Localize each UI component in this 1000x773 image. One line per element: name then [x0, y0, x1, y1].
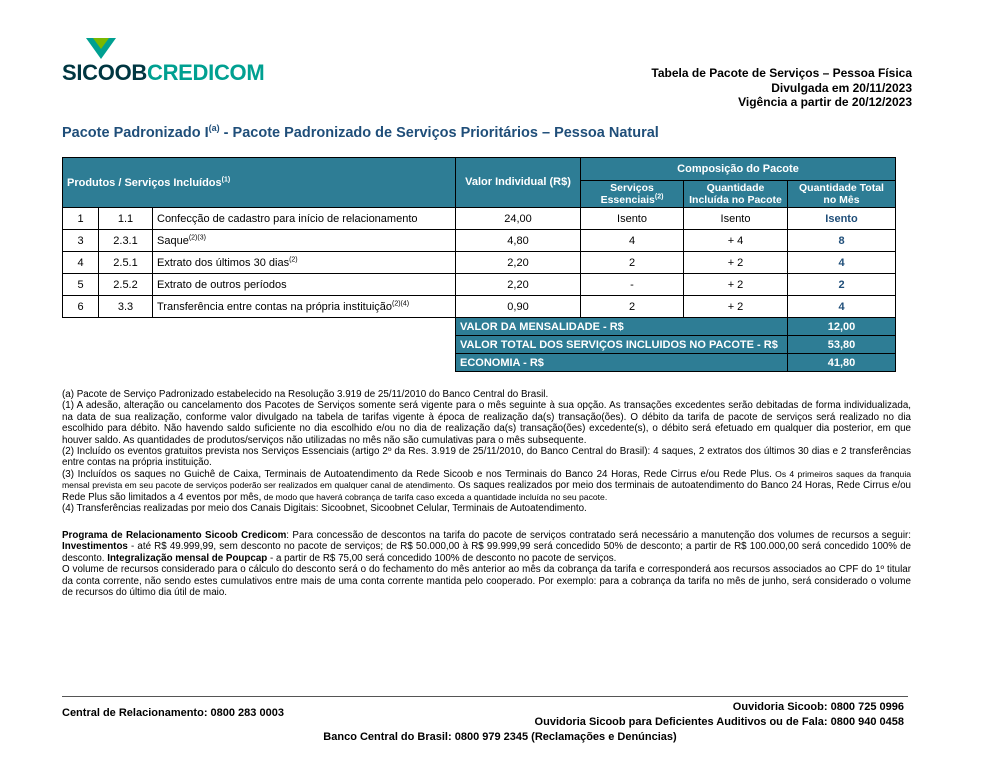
summary-label: VALOR TOTAL DOS SERVIÇOS INCLUIDOS NO PACOTE - R$ [456, 336, 788, 354]
footnote-1: (1) A adesão, alteração ou cancelamento dos Pacotes de Serviços somente será vigente para o mês seguinte à sua opção. As transações excedentes serão debitadas de forma individualizada, na data de sua realização, conforme valor divulgado na tabela de tarifas vigente à época de realização da(s) transação(ões). O débito da tarifa de pacote de serviços será realizado no dia escolhido para débito. Não havendo saldo suficiente no dia escolhido e/ou no dia de realização da(s) transação(ões) excedente(s), o débito será efetuado em qualquer dia posterior, em que houver saldo. As quantidades de produtos/serviços não utilizadas no mês não são cumulativas para o mês subsequente. [62, 400, 911, 446]
header-published-date: Divulgada em 20/11/2023 [771, 80, 912, 95]
footnote-4: (4) Transferências realizadas por meio dos Canais Digitais: Sicoobnet, Sicoobnet Celular, Terminais de Autoatendimento. [62, 503, 587, 515]
package-table [62, 157, 896, 372]
row-quantidade: Isento [684, 208, 788, 230]
footnote-3: (3) Incluídos os saques no Guichê de Caixa, Terminais de Autoatendimento da Rede Sicoob e nos Terminais do Banco 24 Horas, Rede Cirrus e/ou Rede Plus. Os 4 primeiros saques da franquia mensal prevista em seu pacote de serviços poderão ser realizados em qualquer canal de atendimento. Os saques realizados por meio dos terminais de autoatendimento do Banco 24 Horas, Rede Cirrus e/ou Rede Plus são limitados a 4 eventos por mês, de modo que haverá cobrança de tarifa caso exceda a quantidade incluída no seu pacote. [62, 468, 912, 503]
summary-value: 41,80 [788, 354, 896, 372]
footnote-2: (2) Incluído os eventos gratuitos prevista nos Serviços Essenciais (artigo 2º da Res. 3.919 de 25/11/2010, do Banco Central do Brasil): 4 saques, 2 extratos dos últimos 30 dias e 2 transferências entre contas na própria instituição. [62, 446, 911, 469]
row-total: 4 [788, 252, 896, 274]
row-valor: 2,20 [456, 274, 581, 296]
header-total: Quantidade Total no Mês [788, 181, 896, 208]
header-essenciais: Serviços Essenciais$^{(2)}$ [581, 181, 684, 208]
ouvidoria-contacts [535, 700, 904, 730]
row-total: Isento [788, 208, 896, 230]
row-quantidade: + 2 [684, 274, 788, 296]
row-code: 2.5.2 [99, 274, 153, 296]
table-row [63, 274, 896, 296]
header-title: Tabela de Pacote de Serviços – Pessoa Física [651, 66, 912, 80]
row-valor: 4,80 [456, 230, 581, 252]
relationship-program [62, 530, 911, 598]
summary-label: VALOR DA MENSALIDADE - R$ [456, 318, 788, 336]
summary-row-total [63, 336, 896, 354]
row-quantidade: + 2 [684, 296, 788, 318]
row-code: 1.1 [99, 208, 153, 230]
sicoob-logo [62, 38, 265, 88]
row-total: 4 [788, 296, 896, 318]
row-service: Extrato de outros períodos [153, 274, 456, 296]
row-total: 8 [788, 230, 896, 252]
row-number: 4 [63, 252, 99, 274]
header-products: Produtos / Serviços Incluídos$^{(1)}$ [63, 158, 456, 208]
logo-wordmark: SICOOBCREDICOM [62, 60, 265, 85]
summary-value: 53,80 [788, 336, 896, 354]
program-paragraph: Programa de Relacionamento Sicoob Credicom: Para concessão de descontos na tarifa do pacote de serviços contratado será necessário a manutenção dos volumes de recursos a seguir: Investimentos - até R$ 49.999,99, sem desconto no pacote de serviços; de R$ 50.000,00 à R$ 99.999,99 será concedido 50% de desconto; a partir de R$ 100.000,00 será concedido 100% de desconto. Integralização mensal de Poupcap - a partir de R$ 75,00 será concedido 100% de desconto no pacote de serviços. [62, 530, 912, 564]
footer-divider [62, 696, 908, 697]
table-row [63, 230, 896, 252]
table-row [63, 252, 896, 274]
row-valor: 2,20 [456, 252, 581, 274]
row-code: 2.5.1 [99, 252, 153, 274]
ouvidoria-deficientes-phone: Ouvidoria Sicoob para Deficientes Auditivos ou de Fala: 0800 940 0458 [534, 716, 904, 728]
row-quantidade: + 2 [684, 252, 788, 274]
row-quantidade: + 4 [684, 230, 788, 252]
row-essenciais: 2 [581, 296, 684, 318]
row-service: Extrato dos últimos 30 dias$^{(2)}$ [153, 252, 456, 274]
header-quantidade: Quantidade Incluída no Pacote [684, 181, 788, 208]
logo-triangle-icon [86, 38, 116, 60]
row-number: 5 [63, 274, 99, 296]
footnotes [62, 389, 911, 514]
row-valor: 24,00 [456, 208, 581, 230]
row-essenciais: 4 [581, 230, 684, 252]
row-service: Confecção de cadastro para início de relacionamento [153, 208, 456, 230]
row-total: 2 [788, 274, 896, 296]
row-essenciais: 2 [581, 252, 684, 274]
page-title: Pacote Padronizado $I^{(a)}$ - Pacote Padronizado de Serviços Prioritários – Pessoa Natural [62, 123, 659, 141]
footnote-a: (a) Pacote de Serviço Padronizado estabelecido na Resolução 3.919 de 25/11/2010 do Banco Central do Brasil. [62, 389, 549, 400]
row-number: 3 [63, 230, 99, 252]
ouvidoria-phone: Ouvidoria Sicoob: 0800 725 0996 [732, 701, 904, 713]
row-service: Transferência entre contas na própria instituição$^{(2)(4)}$ [153, 296, 456, 318]
row-number: 1 [63, 208, 99, 230]
row-valor: 0,90 [456, 296, 581, 318]
summary-row-economia [63, 354, 896, 372]
summary-row-mensalidade [63, 318, 896, 336]
summary-value: 12,00 [788, 318, 896, 336]
header-valor: Valor Individual (R$) [456, 158, 581, 208]
row-code: 2.3.1 [99, 230, 153, 252]
row-service: Saque$^{(2)(3)}$ [153, 230, 456, 252]
document-header [651, 66, 912, 110]
row-essenciais: - [581, 274, 684, 296]
header-composicao: Composição do Pacote [581, 158, 896, 181]
table-row [63, 208, 896, 230]
table-row [63, 296, 896, 318]
summary-label: ECONOMIA - R$ [456, 354, 788, 372]
row-essenciais: Isento [581, 208, 684, 230]
row-number: 6 [63, 296, 99, 318]
program-volume-paragraph: O volume de recursos considerado para o cálculo do desconto será o do fechamento do mês anterior ao mês da cobrança da tarifa e corresponderá aos recursos associados ao CPF do 1º titular da conta corrente, não sendo estes cumulativos entre mais de uma conta corrente mantida pelo cooperado. Por exemplo: para a cobrança da tarifa no mês de junho, será considerado o volume de recursos do último dia útil de maio. [62, 564, 911, 599]
central-relacionamento: Central de Relacionamento: 0800 283 0003 [62, 707, 284, 719]
bacen-contact: Banco Central do Brasil: 0800 979 2345 (Reclamações e Denúncias) [323, 731, 677, 743]
row-code: 3.3 [99, 296, 153, 318]
header-effective-date: Vigência a partir de 20/12/2023 [738, 95, 912, 109]
